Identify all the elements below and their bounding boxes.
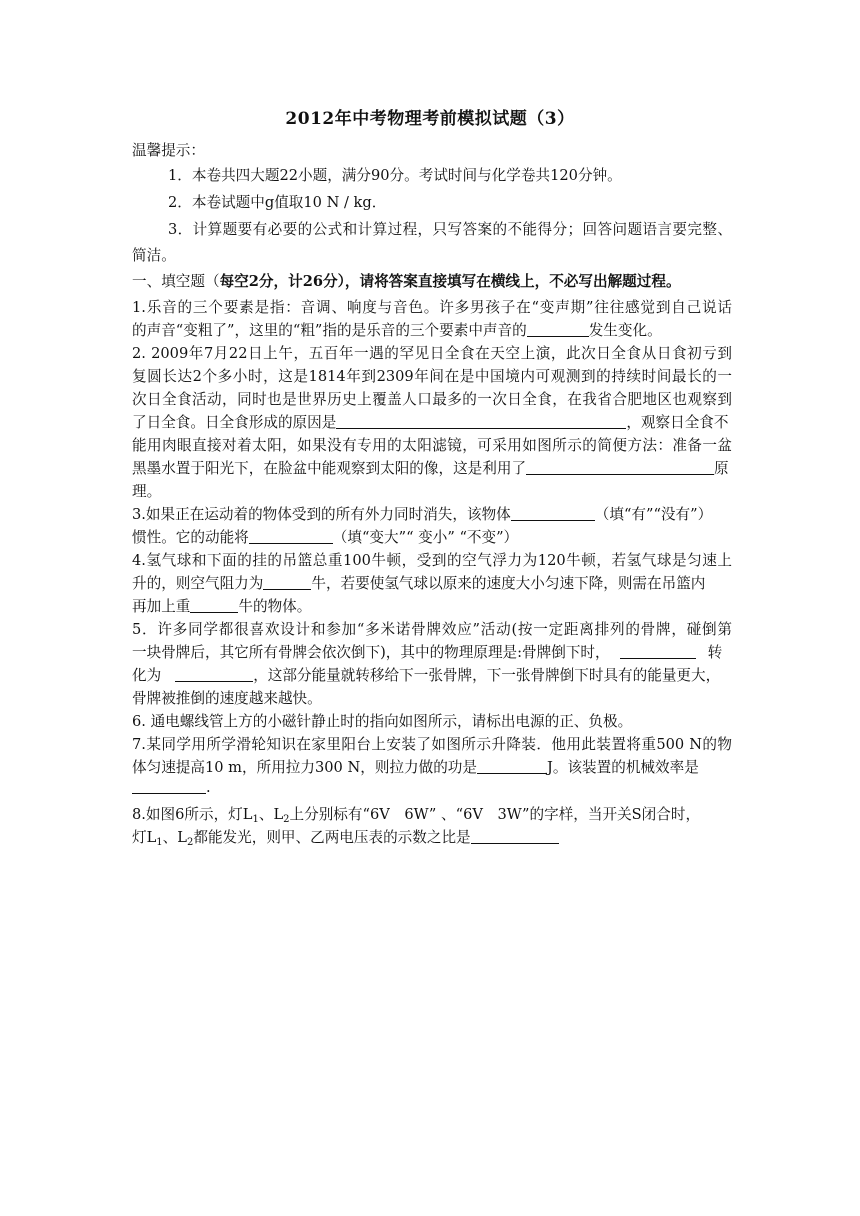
q8-sub-1: 1: [252, 814, 259, 825]
q4-text-b: 牛，若要使氢气球以原来的速度大小匀速下降，则需在吊篮内: [311, 575, 706, 592]
q3-text-b: （填“有”“没有”）: [594, 506, 713, 523]
q5-answer-blank-2[interactable]: [175, 666, 253, 682]
q2-line-3: 次日全食活动，同时也是世界历史上覆盖人口最多的一次日全食，在我省合肥地区也观察到: [132, 391, 732, 408]
q3-line-1: [132, 503, 732, 526]
q2-line-4: [132, 411, 732, 434]
q8-sub-4: 2: [186, 837, 194, 848]
q2-line-6: [132, 457, 732, 480]
q3-answer-blank-2[interactable]: [249, 528, 333, 544]
q2-line-2: 复圆长达2个多小时，这是1814年到2309年间在是中国境内可观测到的持续时间最长的一: [132, 368, 732, 385]
q3-text-c: 惯性。它的动能将: [132, 529, 249, 546]
q3-answer-blank-1[interactable]: [511, 505, 595, 521]
section-instructions: 每空2分，计26分），请将答案直接填写在横线上，不必写出解题过程。: [219, 273, 681, 290]
q4-answer-blank-1[interactable]: [263, 574, 311, 590]
q8-answer-blank[interactable]: [471, 828, 559, 844]
q5-line-4: 骨牌被推倒的速度越来越快。: [132, 690, 322, 707]
q5-line-1: 5．许多同学都很喜欢设计和参加“多米诺骨牌效应”活动(按一定距离排列的骨牌，碰倒第: [132, 621, 732, 638]
q7-text-b: J。该装置的机械效率是: [547, 759, 699, 776]
q4-text-d: 牛的物体。: [238, 598, 312, 615]
q5-line-3: [132, 664, 732, 687]
q4-answer-blank-2[interactable]: [190, 597, 238, 613]
q3-line-2: [132, 526, 732, 549]
q8-sub-3: 1: [156, 837, 163, 848]
q2-line-5: 能用肉眼直接对着太阳，如果没有专用的太阳滤镜，可采用如图所示的简便方法：准备一盆: [132, 437, 732, 454]
q4-text-a: 升的，则空气阻力为: [132, 575, 264, 592]
q4-line-1: 4.氢气球和下面的挂的吊篮总重100牛顿，受到的空气浮力为120牛顿，若氢气球是匀速上: [132, 552, 732, 569]
q8-text-c: 上分别标有“6V 6W” 、“6V 3W”的字样，当开关S闭合时，: [289, 806, 701, 823]
q5-text-c: 化为: [132, 667, 162, 684]
q3-text-d: （填“变大”“ 变小” “不变”）: [332, 529, 519, 546]
q8-sub-2: 2: [283, 814, 290, 825]
q7-answer-blank-2[interactable]: [132, 778, 206, 794]
q7-text-c: .: [206, 779, 211, 796]
q5-text-b: 转: [707, 644, 723, 661]
q6-line-1: 6. 通电螺线管上方的小磁针静止时的指向如图所示，请标出电源的正、负极。: [132, 713, 633, 730]
q3-text-a: 3.如果正在运动着的物体受到的所有外力同时消失，该物体: [132, 506, 511, 523]
q2-text-c: 黑墨水置于阳光下，在脸盆中能观察到太阳的像，这是利用了: [132, 460, 527, 477]
q7-line-3: [132, 776, 732, 799]
section-heading: [132, 270, 732, 293]
q4-line-3: [132, 595, 732, 618]
q5-answer-blank-1[interactable]: [620, 643, 696, 659]
tip-item-2: 2．本卷试题中g值取10 N / kg．: [168, 194, 387, 211]
q5-text-d: ，这部分能量就转移给下一张骨牌，下一张骨牌倒下时具有的能量更大，: [253, 667, 721, 684]
q8-text-d: 灯L: [132, 829, 157, 846]
q5-text-a: 一块骨牌后，其它所有骨牌会依次倒下)，其中的物理原理是:骨牌倒下时，: [132, 644, 610, 661]
q1-answer-blank[interactable]: [527, 321, 589, 337]
q8-text-f: 都能发光，则甲、乙两电压表的示数之比是: [193, 829, 471, 846]
q7-answer-blank-1[interactable]: [477, 758, 547, 774]
tip-item-3-cont: 简洁。: [132, 247, 176, 264]
tip-item-1: 1．本卷共四大题22小题，满分90分。考试时间与化学卷共120分钟。: [168, 167, 622, 184]
q2-answer-blank-1[interactable]: [336, 413, 626, 429]
exam-title: 2012年中考物理考前模拟试题（3）: [285, 109, 575, 129]
q4-text-c: 再加上重: [132, 598, 191, 615]
q1-text-a: 的声音“变粗了”，这里的“粗”指的是乐音的三个要素中声音的: [132, 322, 527, 339]
q7-text-a: 体匀速提高10 m，所用拉力300 N，则拉力做的功是: [132, 759, 477, 776]
q2-line-1: 2. 2009年7月22日上午，五百年一遇的罕见日全食在天空上演，此次日全食从日食初亏到: [132, 345, 732, 362]
q1-line-1: 1.乐音的三个要素是指：音调、响度与音色。许多男孩子在“变声期”往往感觉到自己说话: [132, 299, 732, 316]
tip-item-3: 3．计算题要有必要的公式和计算过程，只写答案的不能得分；回答问题语言要完整、: [168, 221, 732, 238]
q1-text-b: 发生变化。: [588, 322, 662, 339]
q2-text-a: 了日全食。日全食形成的原因是: [132, 414, 337, 431]
q7-line-1: 7.某同学用所学滑轮知识在家里阳台上安装了如图所示升降装．他用此装置将重500 N的物: [132, 736, 732, 753]
q2-text-d: 原: [714, 460, 729, 477]
q8-text-a: 8.如图6所示，灯L: [132, 806, 253, 823]
q8-line-1: [132, 803, 732, 826]
section-prefix: 一、填空题（: [132, 273, 220, 290]
tips-heading: 温馨提示：: [132, 142, 205, 159]
q1-line-2: [132, 319, 732, 342]
q5-line-2: [132, 641, 732, 664]
q4-line-2: [132, 572, 732, 595]
q2-answer-blank-2[interactable]: [526, 459, 714, 475]
q2-text-b: ，观察日全食不: [626, 414, 729, 431]
q8-line-2: [132, 826, 732, 849]
q8-text-e: 、L: [162, 829, 187, 846]
q2-line-7: 理。: [132, 483, 162, 500]
q8-text-b: 、L: [258, 806, 284, 823]
